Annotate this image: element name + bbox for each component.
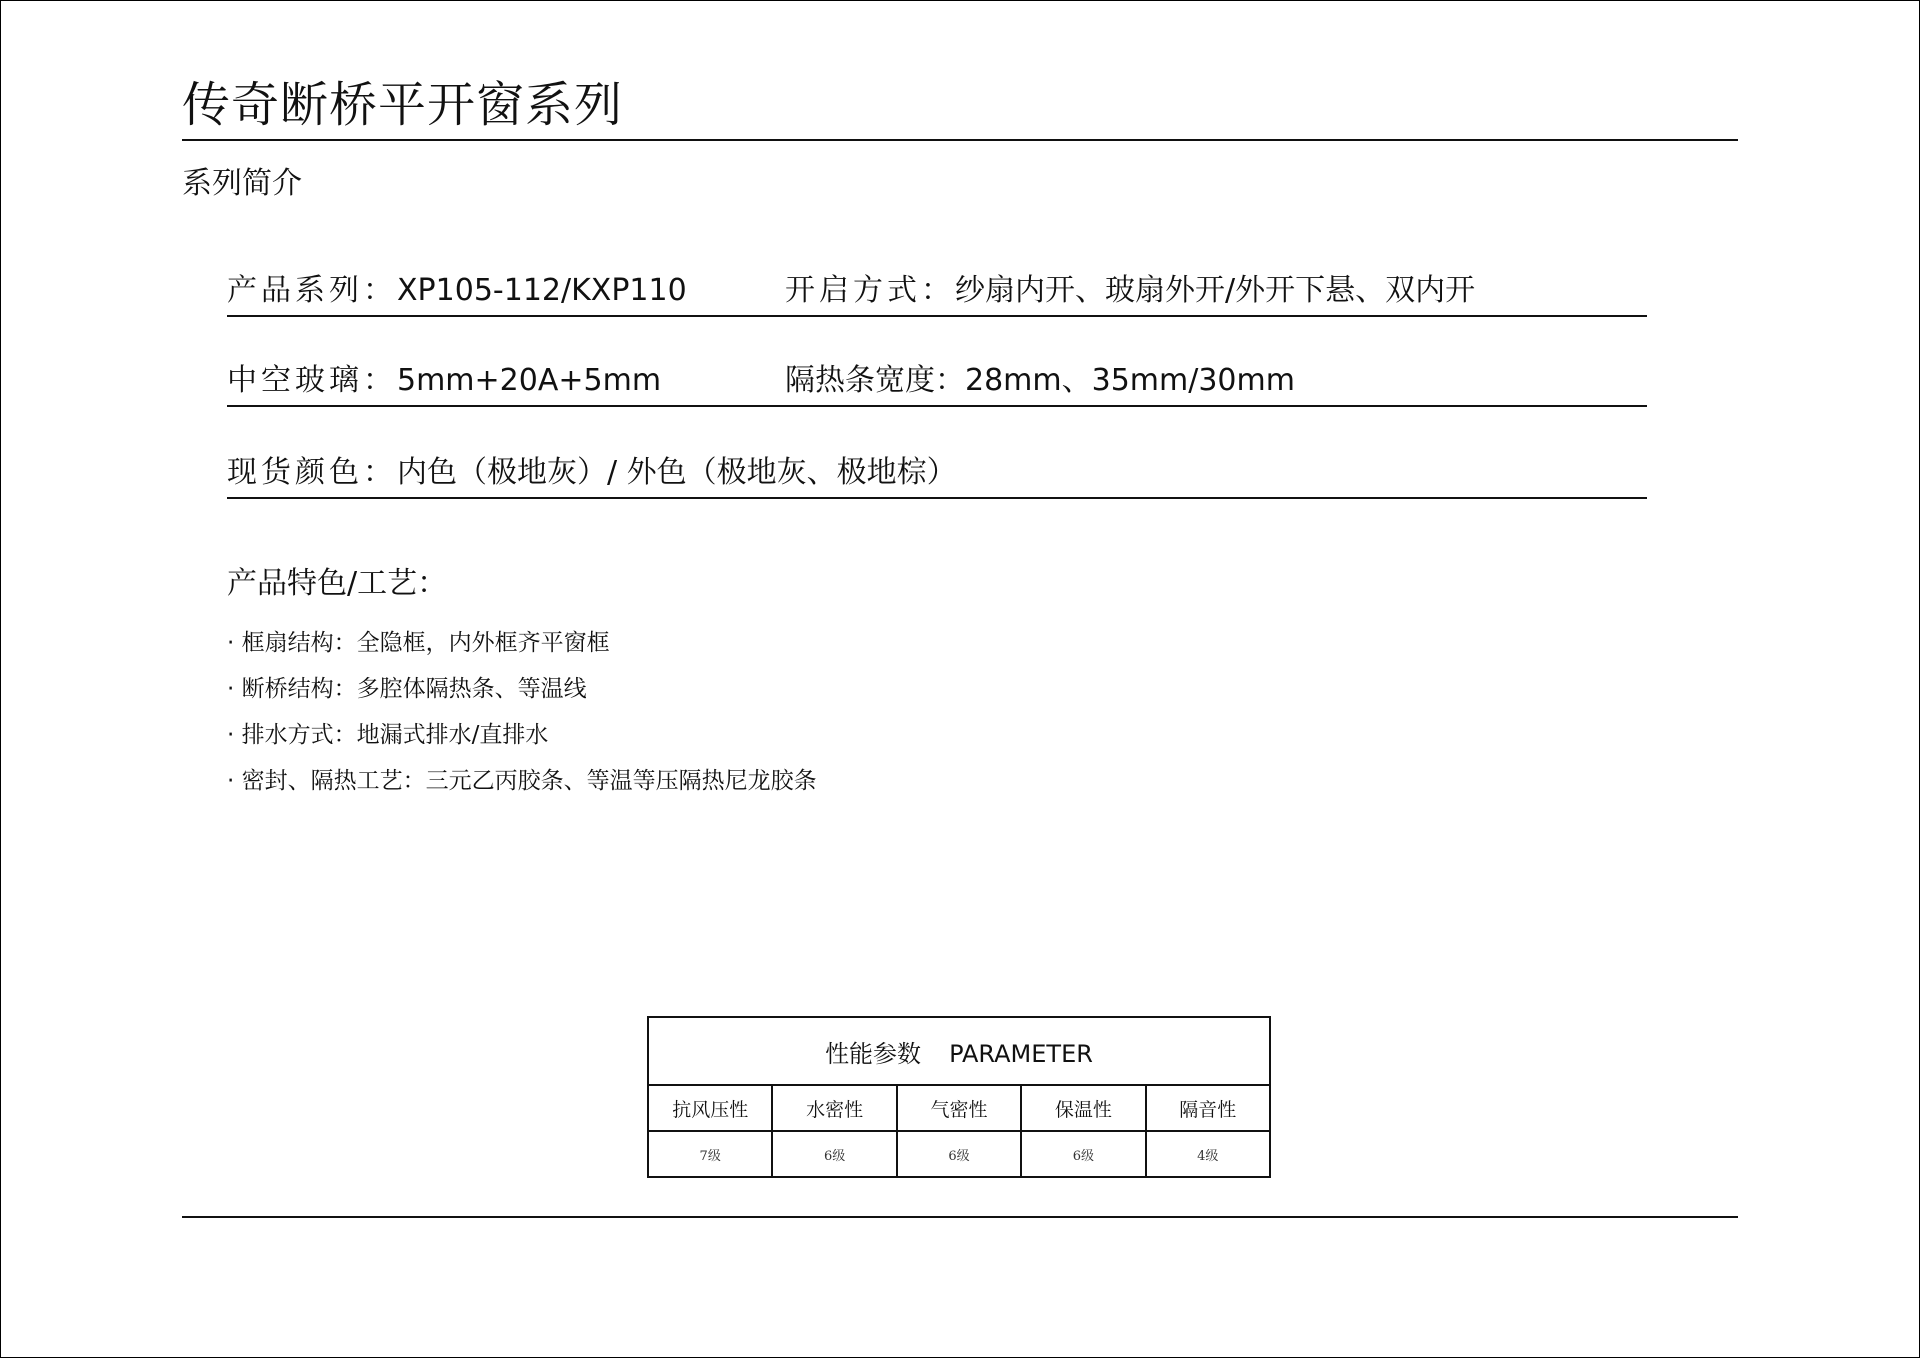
features-title: 产品特色/工艺： — [227, 566, 448, 601]
parameter-value-cell: 6级 — [772, 1131, 896, 1177]
parameter-name-cell: 保温性 — [1021, 1085, 1145, 1131]
parameter-table — [647, 1016, 1271, 1178]
parameter-value-cell: 6级 — [897, 1131, 1021, 1177]
spec-label: 产品系列： — [227, 273, 397, 308]
spec-row-3 — [227, 447, 1647, 499]
parameter-name-cell: 气密性 — [897, 1085, 1021, 1131]
parameter-values-row — [648, 1131, 1270, 1177]
feature-item: · 框扇结构：全隐框，内外框齐平窗框 — [227, 630, 610, 656]
parameter-title-en: PARAMETER — [949, 1039, 1093, 1068]
feature-list — [227, 624, 817, 808]
spec-value: 纱扇内开、玻扇外开/外开下悬、双内开 — [955, 273, 1476, 308]
spec-row-2 — [227, 355, 1647, 407]
spec-value: 28mm、35mm/30mm — [965, 363, 1295, 398]
parameter-table-header — [648, 1017, 1270, 1085]
spec-product-series — [227, 265, 687, 309]
spec-stock-colors — [227, 447, 957, 491]
spec-value: 内色（极地灰）/ 外色（极地灰、极地棕） — [397, 455, 957, 490]
spec-label: 开启方式： — [785, 273, 955, 308]
parameter-table-title — [648, 1017, 1270, 1085]
title-divider — [182, 139, 1738, 141]
parameter-value-cell: 7级 — [648, 1131, 772, 1177]
spec-label: 隔热条宽度： — [785, 363, 965, 398]
spec-label: 现货颜色： — [227, 455, 397, 490]
parameter-value-cell: 6级 — [1021, 1131, 1145, 1177]
spec-thermal-strip-width — [785, 355, 1295, 399]
footer-divider — [182, 1216, 1738, 1218]
spec-insulated-glass — [227, 355, 661, 399]
feature-item: · 密封、隔热工艺：三元乙丙胶条、等温等压隔热尼龙胶条 — [227, 768, 817, 794]
parameter-name-cell: 抗风压性 — [648, 1085, 772, 1131]
feature-item: · 断桥结构：多腔体隔热条、等温线 — [227, 676, 587, 702]
parameter-title-cn: 性能参数 — [825, 1039, 922, 1068]
parameter-names-row — [648, 1085, 1270, 1131]
feature-item: · 排水方式：地漏式排水/直排水 — [227, 722, 549, 748]
parameter-value-cell: 4级 — [1146, 1131, 1270, 1177]
spec-label: 中空玻璃： — [227, 363, 397, 398]
parameter-name-cell: 水密性 — [772, 1085, 896, 1131]
spec-value: 5mm+20A+5mm — [397, 363, 662, 398]
page-title: 传奇断桥平开窗系列 — [182, 77, 624, 133]
spec-value: XP105-112/KXP110 — [397, 273, 687, 308]
spec-row-1 — [227, 265, 1647, 317]
section-label: 系列简介 — [182, 166, 302, 201]
parameter-name-cell: 隔音性 — [1146, 1085, 1270, 1131]
spec-opening-method — [785, 265, 1475, 309]
